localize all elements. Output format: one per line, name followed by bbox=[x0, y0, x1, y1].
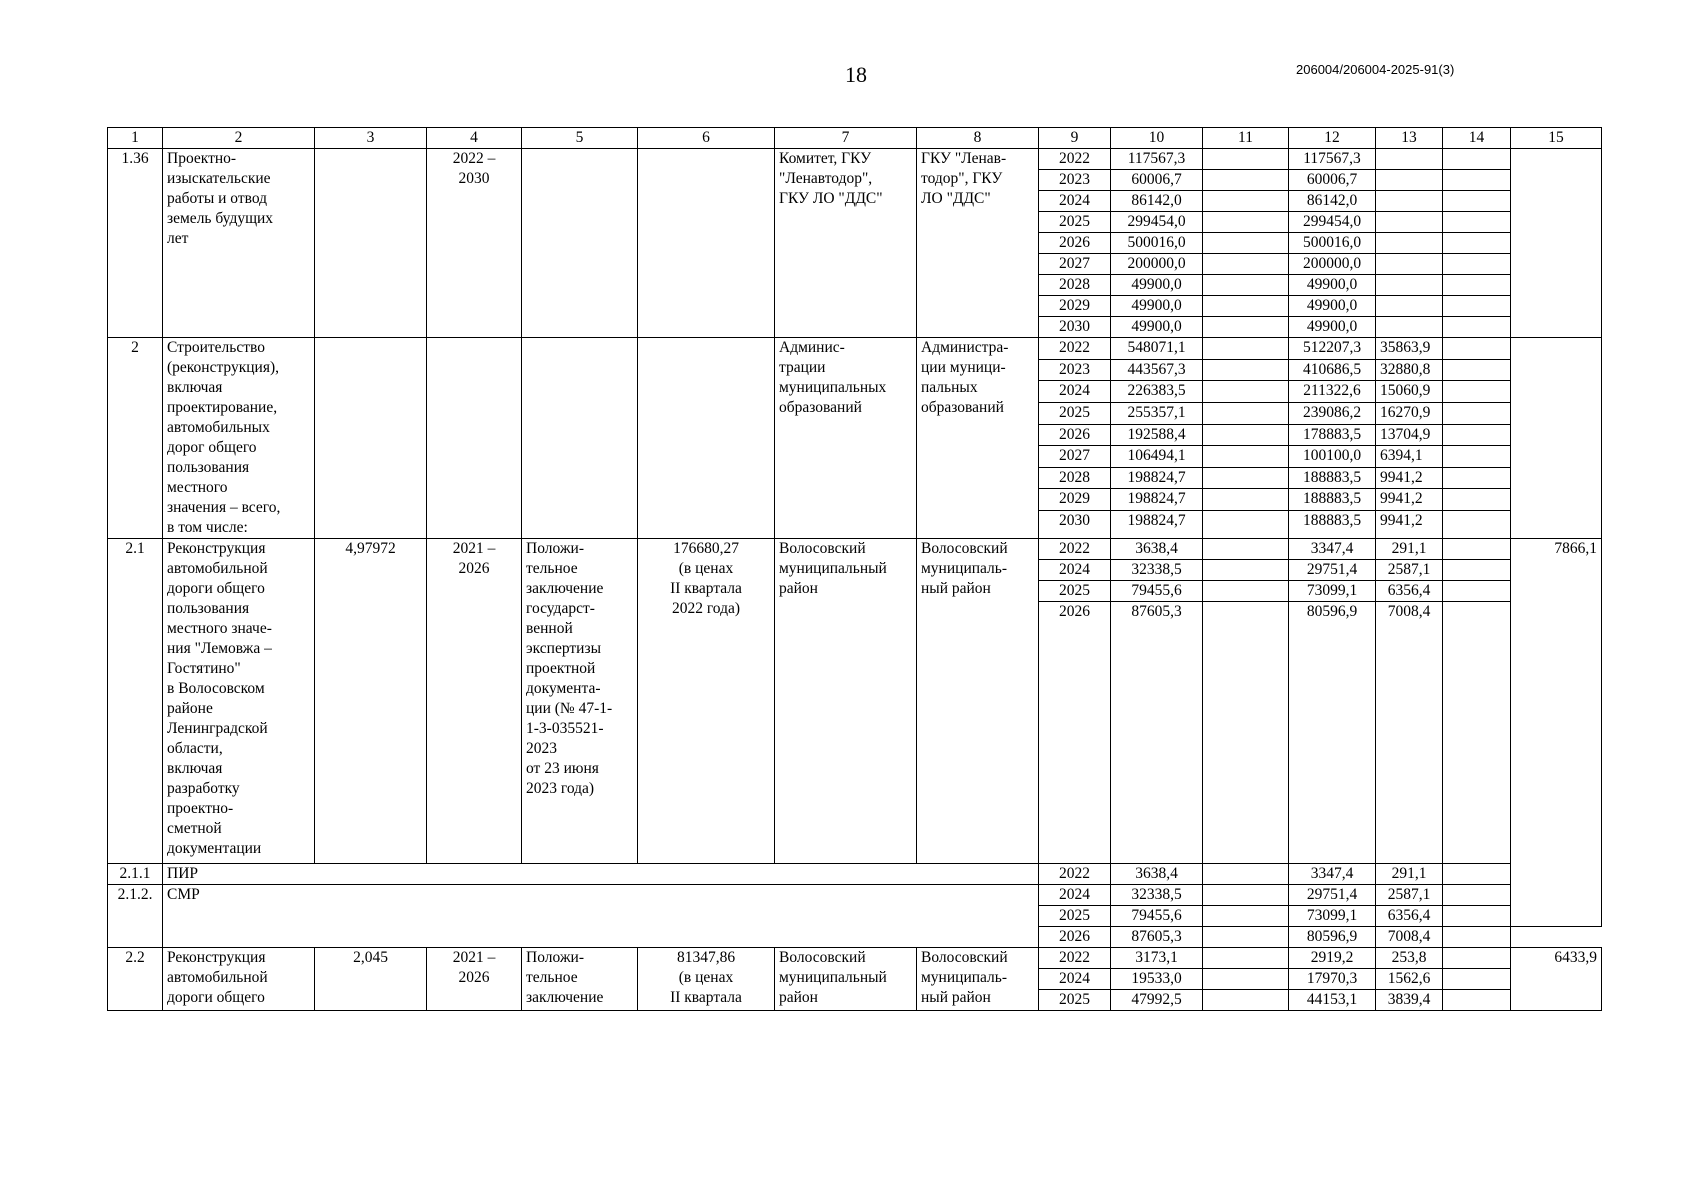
regional-cell: 500016,0 bbox=[1289, 233, 1376, 254]
customer: Волосовский муниципаль- ный район bbox=[917, 539, 1039, 864]
total-cell: 86142,0 bbox=[1111, 191, 1203, 212]
col-header: 1 bbox=[108, 128, 163, 149]
total-cell: 255357,1 bbox=[1111, 402, 1203, 424]
regional-cell: 178883,5 bbox=[1289, 424, 1376, 446]
implementation-years: 2021 – 2026 bbox=[427, 948, 522, 1011]
empty-cell bbox=[1203, 296, 1289, 317]
year-cell: 2028 bbox=[1039, 467, 1111, 489]
local-cell: 15060,9 bbox=[1376, 381, 1443, 403]
implementation-years: 2022 – 2030 bbox=[427, 149, 522, 338]
regional-cell: 188883,5 bbox=[1289, 511, 1376, 539]
activity-name: Строительство (реконструкция), включая проектирование, автомобильных дорог общего пользования местного значения – всего, в том числе: bbox=[163, 338, 315, 539]
col15-value: 6433,9 bbox=[1511, 948, 1602, 1011]
empty-cell bbox=[1203, 864, 1289, 885]
regional-cell: 86142,0 bbox=[1289, 191, 1376, 212]
empty-cell bbox=[1443, 885, 1511, 906]
row-number: 2.2 bbox=[108, 948, 163, 1011]
regional-cell: 512207,3 bbox=[1289, 338, 1376, 360]
total-cell: 3638,4 bbox=[1111, 864, 1203, 885]
row-number: 2 bbox=[108, 338, 163, 539]
total-cell: 3173,1 bbox=[1111, 948, 1203, 969]
empty-cell bbox=[1203, 990, 1289, 1011]
basis-document: Положи- тельное заключение государст- венной экспертизы проектной документа- ции (№ 47-1- 1-3-035521- 2023 от 23 июня 2023 года) bbox=[522, 539, 638, 864]
local-cell: 7008,4 bbox=[1376, 927, 1443, 948]
regional-cell: 29751,4 bbox=[1289, 560, 1376, 581]
empty-cell bbox=[1443, 233, 1511, 254]
total-cell: 548071,1 bbox=[1111, 338, 1203, 360]
total-cell: 87605,3 bbox=[1111, 602, 1203, 864]
empty-cell bbox=[1203, 948, 1289, 969]
local-cell: 35863,9 bbox=[1376, 338, 1443, 360]
empty-cell bbox=[1443, 560, 1511, 581]
empty-cell bbox=[1443, 296, 1511, 317]
year-cell: 2022 bbox=[1039, 864, 1111, 885]
estimated-cost: 81347,86 (в ценах II квартала bbox=[638, 948, 775, 1011]
year-cell: 2025 bbox=[1039, 212, 1111, 233]
empty-cell bbox=[1443, 539, 1511, 560]
empty-cell bbox=[1203, 149, 1289, 170]
total-cell: 32338,5 bbox=[1111, 560, 1203, 581]
year-cell: 2027 bbox=[1039, 254, 1111, 275]
regional-cell: 2919,2 bbox=[1289, 948, 1376, 969]
executor: Волосовский муниципальный район bbox=[775, 539, 917, 864]
empty-cell bbox=[522, 149, 638, 338]
empty-cell bbox=[1203, 191, 1289, 212]
col-header: 8 bbox=[917, 128, 1039, 149]
local-cell: 6394,1 bbox=[1376, 446, 1443, 468]
empty-cell bbox=[1443, 927, 1511, 948]
local-cell: 9941,2 bbox=[1376, 489, 1443, 511]
empty-cell bbox=[1511, 149, 1602, 338]
empty-cell bbox=[1511, 338, 1602, 539]
length-km: 2,045 bbox=[315, 948, 427, 1011]
col-header: 3 bbox=[315, 128, 427, 149]
regional-cell: 211322,6 bbox=[1289, 381, 1376, 403]
empty-cell bbox=[1203, 560, 1289, 581]
empty-cell bbox=[1203, 275, 1289, 296]
local-cell: 9941,2 bbox=[1376, 467, 1443, 489]
empty-cell bbox=[1443, 969, 1511, 990]
estimated-cost: 176680,27 (в ценах II квартала 2022 года) bbox=[638, 539, 775, 864]
local-cell: 6356,4 bbox=[1376, 906, 1443, 927]
customer: Администра- ции муници- пальных образований bbox=[917, 338, 1039, 539]
regional-cell: 410686,5 bbox=[1289, 359, 1376, 381]
year-cell: 2022 bbox=[1039, 149, 1111, 170]
total-cell: 49900,0 bbox=[1111, 275, 1203, 296]
col-header: 11 bbox=[1203, 128, 1289, 149]
total-cell: 500016,0 bbox=[1111, 233, 1203, 254]
regional-cell: 44153,1 bbox=[1289, 990, 1376, 1011]
local-cell: 2587,1 bbox=[1376, 560, 1443, 581]
total-cell: 192588,4 bbox=[1111, 424, 1203, 446]
empty-cell bbox=[1443, 990, 1511, 1011]
col-header: 4 bbox=[427, 128, 522, 149]
col-header: 15 bbox=[1511, 128, 1602, 149]
total-cell: 19533,0 bbox=[1111, 969, 1203, 990]
empty-cell bbox=[1376, 317, 1443, 338]
empty-cell bbox=[1203, 359, 1289, 381]
col-header: 9 bbox=[1039, 128, 1111, 149]
regional-cell: 239086,2 bbox=[1289, 402, 1376, 424]
row-number: 1.36 bbox=[108, 149, 163, 338]
row-number: 2.1.2. bbox=[108, 885, 163, 948]
customer: Волосовский муниципаль- ный район bbox=[917, 948, 1039, 1011]
year-cell: 2024 bbox=[1039, 191, 1111, 212]
page-number: 18 bbox=[845, 62, 867, 87]
empty-cell bbox=[1203, 969, 1289, 990]
year-cell: 2023 bbox=[1039, 359, 1111, 381]
regional-cell: 200000,0 bbox=[1289, 254, 1376, 275]
year-cell: 2026 bbox=[1039, 602, 1111, 864]
empty-cell bbox=[315, 149, 427, 338]
empty-cell bbox=[1203, 885, 1289, 906]
year-cell: 2025 bbox=[1039, 402, 1111, 424]
regional-cell: 73099,1 bbox=[1289, 906, 1376, 927]
total-cell: 106494,1 bbox=[1111, 446, 1203, 468]
total-cell: 87605,3 bbox=[1111, 927, 1203, 948]
local-cell: 291,1 bbox=[1376, 539, 1443, 560]
implementation-years: 2021 – 2026 bbox=[427, 539, 522, 864]
empty-cell bbox=[1443, 581, 1511, 602]
local-cell: 1562,6 bbox=[1376, 969, 1443, 990]
local-cell: 32880,8 bbox=[1376, 359, 1443, 381]
total-cell: 299454,0 bbox=[1111, 212, 1203, 233]
empty-cell bbox=[1203, 402, 1289, 424]
empty-cell bbox=[1443, 864, 1511, 885]
empty-cell bbox=[1443, 317, 1511, 338]
year-cell: 2027 bbox=[1039, 446, 1111, 468]
regional-cell: 49900,0 bbox=[1289, 275, 1376, 296]
activity-name: Проектно- изыскательские работы и отвод земель будущих лет bbox=[163, 149, 315, 338]
regional-cell: 3347,4 bbox=[1289, 539, 1376, 560]
empty-cell bbox=[1443, 191, 1511, 212]
year-cell: 2022 bbox=[1039, 539, 1111, 560]
empty-cell bbox=[1443, 275, 1511, 296]
empty-cell bbox=[1443, 149, 1511, 170]
executor: Волосовский муниципальный район bbox=[775, 948, 917, 1011]
table-row bbox=[108, 948, 1602, 969]
empty-cell bbox=[1443, 170, 1511, 191]
year-cell: 2022 bbox=[1039, 338, 1111, 360]
total-cell: 32338,5 bbox=[1111, 885, 1203, 906]
col-header: 10 bbox=[1111, 128, 1203, 149]
empty-cell bbox=[1376, 254, 1443, 275]
empty-cell bbox=[1443, 906, 1511, 927]
executor: Комитет, ГКУ "Ленавтодор", ГКУ ЛО "ДДС" bbox=[775, 149, 917, 338]
header-row bbox=[108, 128, 1602, 149]
empty-cell bbox=[315, 338, 427, 539]
empty-cell bbox=[1203, 317, 1289, 338]
empty-cell bbox=[1203, 381, 1289, 403]
table-row bbox=[108, 338, 1602, 360]
row-number: 2.1.1 bbox=[108, 864, 163, 885]
document-id: 206004/206004-2025-91(3) bbox=[1296, 62, 1455, 77]
empty-cell bbox=[1443, 402, 1511, 424]
activity-name: ПИР bbox=[163, 864, 1039, 885]
total-cell: 60006,7 bbox=[1111, 170, 1203, 191]
empty-cell bbox=[1203, 212, 1289, 233]
local-cell: 9941,2 bbox=[1376, 511, 1443, 539]
empty-cell bbox=[1203, 581, 1289, 602]
year-cell: 2023 bbox=[1039, 170, 1111, 191]
empty-cell bbox=[1203, 489, 1289, 511]
activity-name: Реконструкция автомобильной дороги общего пользования местного значе- ния "Лемовжа – Гостятино" в Волосовском районе Ленинградской области, включая разработку проектно- сметной документации bbox=[163, 539, 315, 864]
regional-cell: 49900,0 bbox=[1289, 317, 1376, 338]
empty-cell bbox=[1203, 906, 1289, 927]
year-cell: 2026 bbox=[1039, 927, 1111, 948]
empty-cell bbox=[1203, 254, 1289, 275]
regional-cell: 188883,5 bbox=[1289, 489, 1376, 511]
total-cell: 79455,6 bbox=[1111, 581, 1203, 602]
empty-cell bbox=[638, 338, 775, 539]
empty-cell bbox=[1443, 424, 1511, 446]
year-cell: 2025 bbox=[1039, 581, 1111, 602]
local-cell: 291,1 bbox=[1376, 864, 1443, 885]
total-cell: 47992,5 bbox=[1111, 990, 1203, 1011]
customer: ГКУ "Ленав- тодор", ГКУ ЛО "ДДС" bbox=[917, 149, 1039, 338]
empty-cell bbox=[1443, 381, 1511, 403]
regional-cell: 80596,9 bbox=[1289, 602, 1376, 864]
total-cell: 198824,7 bbox=[1111, 467, 1203, 489]
total-cell: 3638,4 bbox=[1111, 539, 1203, 560]
regional-cell: 29751,4 bbox=[1289, 885, 1376, 906]
empty-cell bbox=[1203, 539, 1289, 560]
empty-cell bbox=[1203, 927, 1289, 948]
empty-cell bbox=[1203, 233, 1289, 254]
total-cell: 443567,3 bbox=[1111, 359, 1203, 381]
table-row bbox=[108, 864, 1602, 885]
table-row bbox=[108, 885, 1602, 906]
row-number: 2.1 bbox=[108, 539, 163, 864]
total-cell: 79455,6 bbox=[1111, 906, 1203, 927]
year-cell: 2024 bbox=[1039, 381, 1111, 403]
empty-cell bbox=[1203, 338, 1289, 360]
empty-cell bbox=[1376, 149, 1443, 170]
regional-cell: 60006,7 bbox=[1289, 170, 1376, 191]
empty-cell bbox=[1203, 446, 1289, 468]
total-cell: 117567,3 bbox=[1111, 149, 1203, 170]
local-cell: 16270,9 bbox=[1376, 402, 1443, 424]
empty-cell bbox=[1203, 511, 1289, 539]
empty-cell bbox=[1443, 446, 1511, 468]
local-cell: 7008,4 bbox=[1376, 602, 1443, 864]
empty-cell bbox=[1443, 511, 1511, 539]
table-row bbox=[108, 149, 1602, 170]
empty-cell bbox=[1376, 296, 1443, 317]
local-cell: 2587,1 bbox=[1376, 885, 1443, 906]
length-km: 4,97972 bbox=[315, 539, 427, 864]
regional-cell: 49900,0 bbox=[1289, 296, 1376, 317]
local-cell: 253,8 bbox=[1376, 948, 1443, 969]
col-header: 7 bbox=[775, 128, 917, 149]
empty-cell bbox=[522, 338, 638, 539]
empty-cell bbox=[638, 149, 775, 338]
empty-cell bbox=[1443, 254, 1511, 275]
col-header: 5 bbox=[522, 128, 638, 149]
empty-cell bbox=[1203, 467, 1289, 489]
executor: Админис- трации муниципальных образований bbox=[775, 338, 917, 539]
regional-cell: 17970,3 bbox=[1289, 969, 1376, 990]
empty-cell bbox=[1203, 602, 1289, 864]
year-cell: 2022 bbox=[1039, 948, 1111, 969]
col15-value: 7866,1 bbox=[1511, 539, 1602, 927]
year-cell: 2029 bbox=[1039, 489, 1111, 511]
total-cell: 198824,7 bbox=[1111, 489, 1203, 511]
total-cell: 198824,7 bbox=[1111, 511, 1203, 539]
regional-cell: 188883,5 bbox=[1289, 467, 1376, 489]
empty-cell bbox=[1376, 275, 1443, 296]
year-cell: 2024 bbox=[1039, 885, 1111, 906]
col-header: 6 bbox=[638, 128, 775, 149]
year-cell: 2026 bbox=[1039, 233, 1111, 254]
empty-cell bbox=[1203, 170, 1289, 191]
program-table bbox=[107, 127, 1602, 1011]
regional-cell: 80596,9 bbox=[1289, 927, 1376, 948]
empty-cell bbox=[1376, 212, 1443, 233]
empty-cell bbox=[1443, 338, 1511, 360]
activity-name: СМР bbox=[163, 885, 1039, 948]
year-cell: 2024 bbox=[1039, 969, 1111, 990]
regional-cell: 3347,4 bbox=[1289, 864, 1376, 885]
local-cell: 3839,4 bbox=[1376, 990, 1443, 1011]
regional-cell: 100100,0 bbox=[1289, 446, 1376, 468]
empty-cell bbox=[1443, 212, 1511, 233]
empty-cell bbox=[1376, 191, 1443, 212]
empty-cell bbox=[1376, 170, 1443, 191]
col-header: 2 bbox=[163, 128, 315, 149]
year-cell: 2025 bbox=[1039, 990, 1111, 1011]
empty-cell bbox=[1443, 602, 1511, 864]
basis-document: Положи- тельное заключение bbox=[522, 948, 638, 1011]
empty-cell bbox=[1376, 233, 1443, 254]
year-cell: 2025 bbox=[1039, 906, 1111, 927]
local-cell: 13704,9 bbox=[1376, 424, 1443, 446]
col-header: 14 bbox=[1443, 128, 1511, 149]
empty-cell bbox=[1443, 467, 1511, 489]
local-cell: 6356,4 bbox=[1376, 581, 1443, 602]
table-row bbox=[108, 539, 1602, 560]
col-header: 12 bbox=[1289, 128, 1376, 149]
year-cell: 2030 bbox=[1039, 511, 1111, 539]
empty-cell bbox=[1443, 489, 1511, 511]
empty-cell bbox=[1443, 359, 1511, 381]
year-cell: 2026 bbox=[1039, 424, 1111, 446]
regional-cell: 73099,1 bbox=[1289, 581, 1376, 602]
empty-cell bbox=[1203, 424, 1289, 446]
year-cell: 2024 bbox=[1039, 560, 1111, 581]
total-cell: 49900,0 bbox=[1111, 317, 1203, 338]
year-cell: 2029 bbox=[1039, 296, 1111, 317]
total-cell: 49900,0 bbox=[1111, 296, 1203, 317]
empty-cell bbox=[1443, 948, 1511, 969]
year-cell: 2028 bbox=[1039, 275, 1111, 296]
total-cell: 200000,0 bbox=[1111, 254, 1203, 275]
activity-name: Реконструкция автомобильной дороги общего bbox=[163, 948, 315, 1011]
regional-cell: 117567,3 bbox=[1289, 149, 1376, 170]
total-cell: 226383,5 bbox=[1111, 381, 1203, 403]
year-cell: 2030 bbox=[1039, 317, 1111, 338]
empty-cell bbox=[427, 338, 522, 539]
regional-cell: 299454,0 bbox=[1289, 212, 1376, 233]
col-header: 13 bbox=[1376, 128, 1443, 149]
